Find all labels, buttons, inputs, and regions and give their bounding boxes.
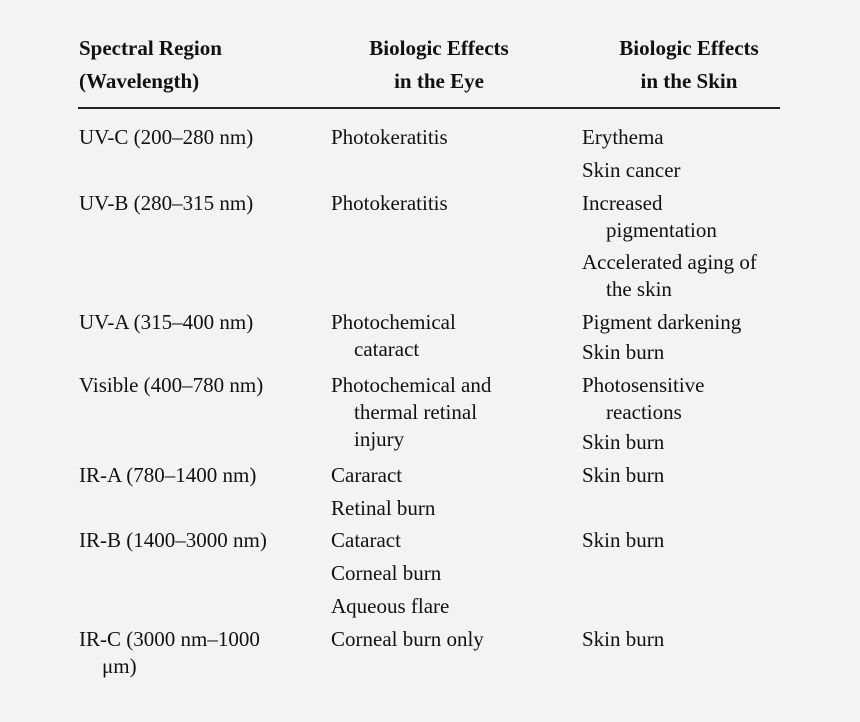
skin-effect-cell: Skin burn	[582, 340, 665, 364]
eye-effect-cell: Cataract	[331, 528, 401, 552]
eye-effect-cell: Corneal burn only	[331, 627, 484, 651]
header-spectral-region-line1: Spectral Region	[79, 36, 222, 60]
region-cell: UV-C (200–280 nm)	[79, 125, 254, 149]
skin-effect-cell-continued: the skin	[606, 277, 672, 301]
skin-effect-cell-continued: reactions	[606, 400, 682, 424]
skin-effect-cell: Skin burn	[582, 627, 665, 651]
eye-effect-cell: Retinal burn	[331, 496, 436, 520]
skin-effect-cell: Skin cancer	[582, 158, 681, 182]
header-skin-effects	[610, 32, 768, 98]
skin-effect-cell: Erythema	[582, 125, 664, 149]
region-cell: IR-B (1400–3000 nm)	[79, 528, 267, 552]
header-rule	[78, 107, 780, 109]
eye-effect-cell: Cararact	[331, 463, 403, 487]
eye-effect-cell: Photokeratitis	[331, 191, 448, 215]
region-cell: UV-A (315–400 nm)	[79, 310, 254, 334]
region-cell-continued: μm)	[102, 654, 137, 678]
region-cell: Visible (400–780 nm)	[79, 373, 264, 397]
header-spectral-region	[79, 32, 222, 98]
region-cell: IR-C (3000 nm–1000	[79, 627, 260, 651]
skin-effect-cell-continued: pigmentation	[606, 218, 717, 242]
header-skin-effects-line1: Biologic Effects	[619, 36, 759, 60]
eye-effect-cell: Corneal burn	[331, 561, 442, 585]
eye-effect-cell-continued: thermal retinal	[354, 400, 478, 424]
eye-effect-cell-continued: injury	[354, 427, 405, 451]
eye-effect-cell-continued: cataract	[354, 337, 420, 361]
region-cell: UV-B (280–315 nm)	[79, 191, 254, 215]
skin-effect-cell: Photosensitive	[582, 373, 705, 397]
eye-effect-cell: Photochemical and	[331, 373, 492, 397]
header-eye-effects	[360, 32, 518, 98]
header-eye-effects-line1: Biologic Effects	[369, 36, 509, 60]
skin-effect-cell: Increased	[582, 191, 663, 215]
skin-effect-cell: Skin burn	[582, 430, 665, 454]
eye-effect-cell: Aqueous flare	[331, 594, 450, 618]
eye-effect-cell: Photokeratitis	[331, 125, 448, 149]
skin-effect-cell: Pigment darkening	[582, 310, 742, 334]
eye-effect-cell: Photochemical	[331, 310, 456, 334]
header-eye-effects-line2: in the Eye	[394, 69, 484, 93]
header-spectral-region-line2: (Wavelength)	[79, 69, 200, 93]
skin-effect-cell: Skin burn	[582, 463, 665, 487]
region-cell: IR-A (780–1400 nm)	[79, 463, 257, 487]
skin-effect-cell: Skin burn	[582, 528, 665, 552]
header-skin-effects-line2: in the Skin	[640, 69, 738, 93]
skin-effect-cell: Accelerated aging of	[582, 250, 757, 274]
